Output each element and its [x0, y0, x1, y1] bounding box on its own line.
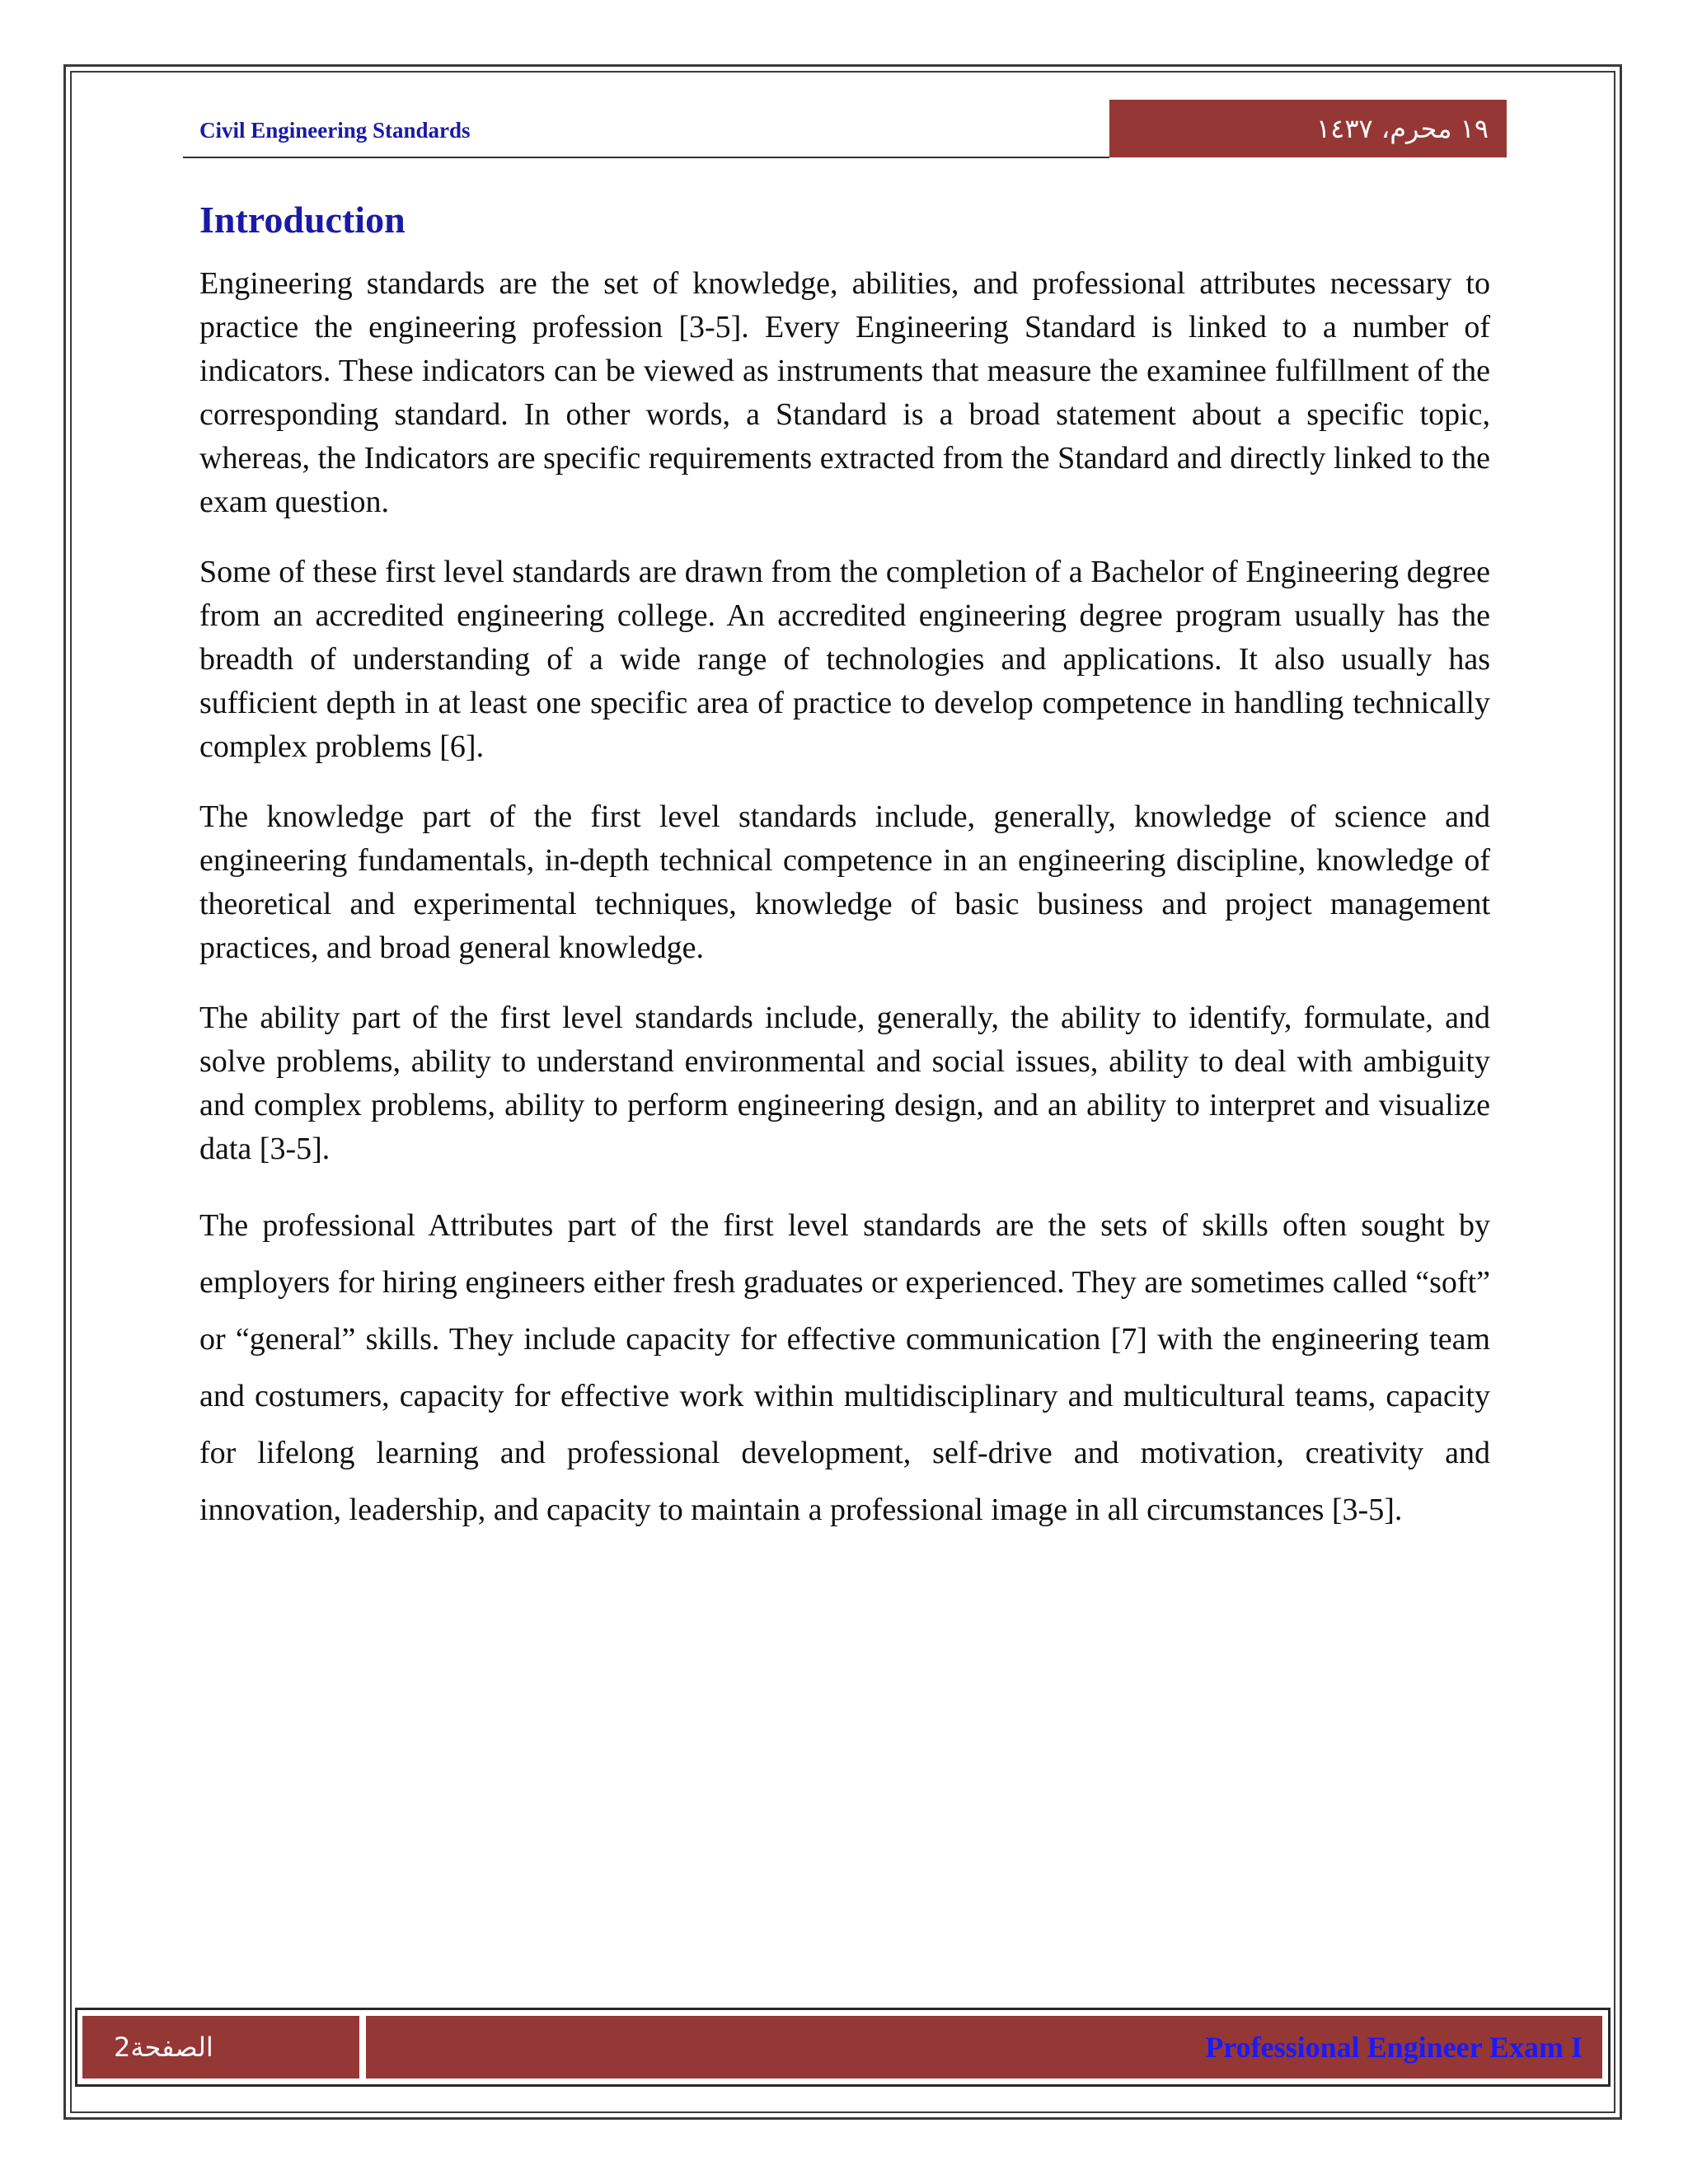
footer-page-number: 2الصفحة [114, 2032, 213, 2063]
header-divider [183, 157, 1109, 158]
footer-exam-title: Professional Engineer Exam I [1205, 2031, 1582, 2064]
paragraph-4: The ability part of the first level standards include, generally, the ability to identify, formulate, and solve problems, ability to understand environmental and social issues, ability to deal with ambiguity and complex problems, ability to perform engineering design, and an ability to interpret and visualize data [3-5]. [199, 1001, 1490, 1166]
header-date-box [1109, 100, 1507, 157]
paragraph-1: Engineering standards are the set of knowledge, abilities, and professional attributes necessary to practice the engineering profession [3-5]. Every Engineering Standard is linked to a number of indicators. These indicators can be viewed as instruments that measure the examinee fulfillment of the corresponding standard. In other words, a Standard is a broad statement about a specific topic, whereas, the Indicators are specific requirements extracted from the Standard and directly linked to the exam question. [199, 266, 1490, 519]
header-title: Civil Engineering Standards [199, 118, 471, 143]
paragraph-3: The knowledge part of the first level standards include, generally, knowledge of science and engineering fundamentals, in-depth technical competence in an engineering discipline, knowledge of theoretical and experimental techniques, knowledge of basic business and project management practices, and broad general knowledge. [199, 799, 1490, 965]
paragraph-5: The professional Attributes part of the first level standards are the sets of skills often sought by employers for hiring engineers either fresh graduates or experienced. They are sometimes called “soft” or “general” skills. They include capacity for effective communication [7] with the engineering team and costumers, capacity for effective work within multidisciplinary and multicultural teams, capacity for lifelong learning and professional development, self-drive and motivation, creativity and innovation, leadership, and capacity to maintain a professional image in all circumstances [3-5]. [199, 1208, 1490, 1527]
header-date: ١٩ محرم، ١٤٣٧ [1315, 113, 1489, 144]
body-content [199, 262, 1490, 1565]
footer-title-box [366, 2016, 1602, 2079]
footer-page-box [82, 2016, 359, 2079]
paragraph-2: Some of these first level standards are drawn from the completion of a Bachelor of Engineering degree from an accredited engineering college. An accredited engineering degree program usually has the breadth of understanding of a wide range of technologies and applications. It also usually has sufficient depth in at least one specific area of practice to develop competence in handling technically complex problems [6]. [199, 555, 1490, 764]
section-heading: Introduction [199, 199, 406, 241]
